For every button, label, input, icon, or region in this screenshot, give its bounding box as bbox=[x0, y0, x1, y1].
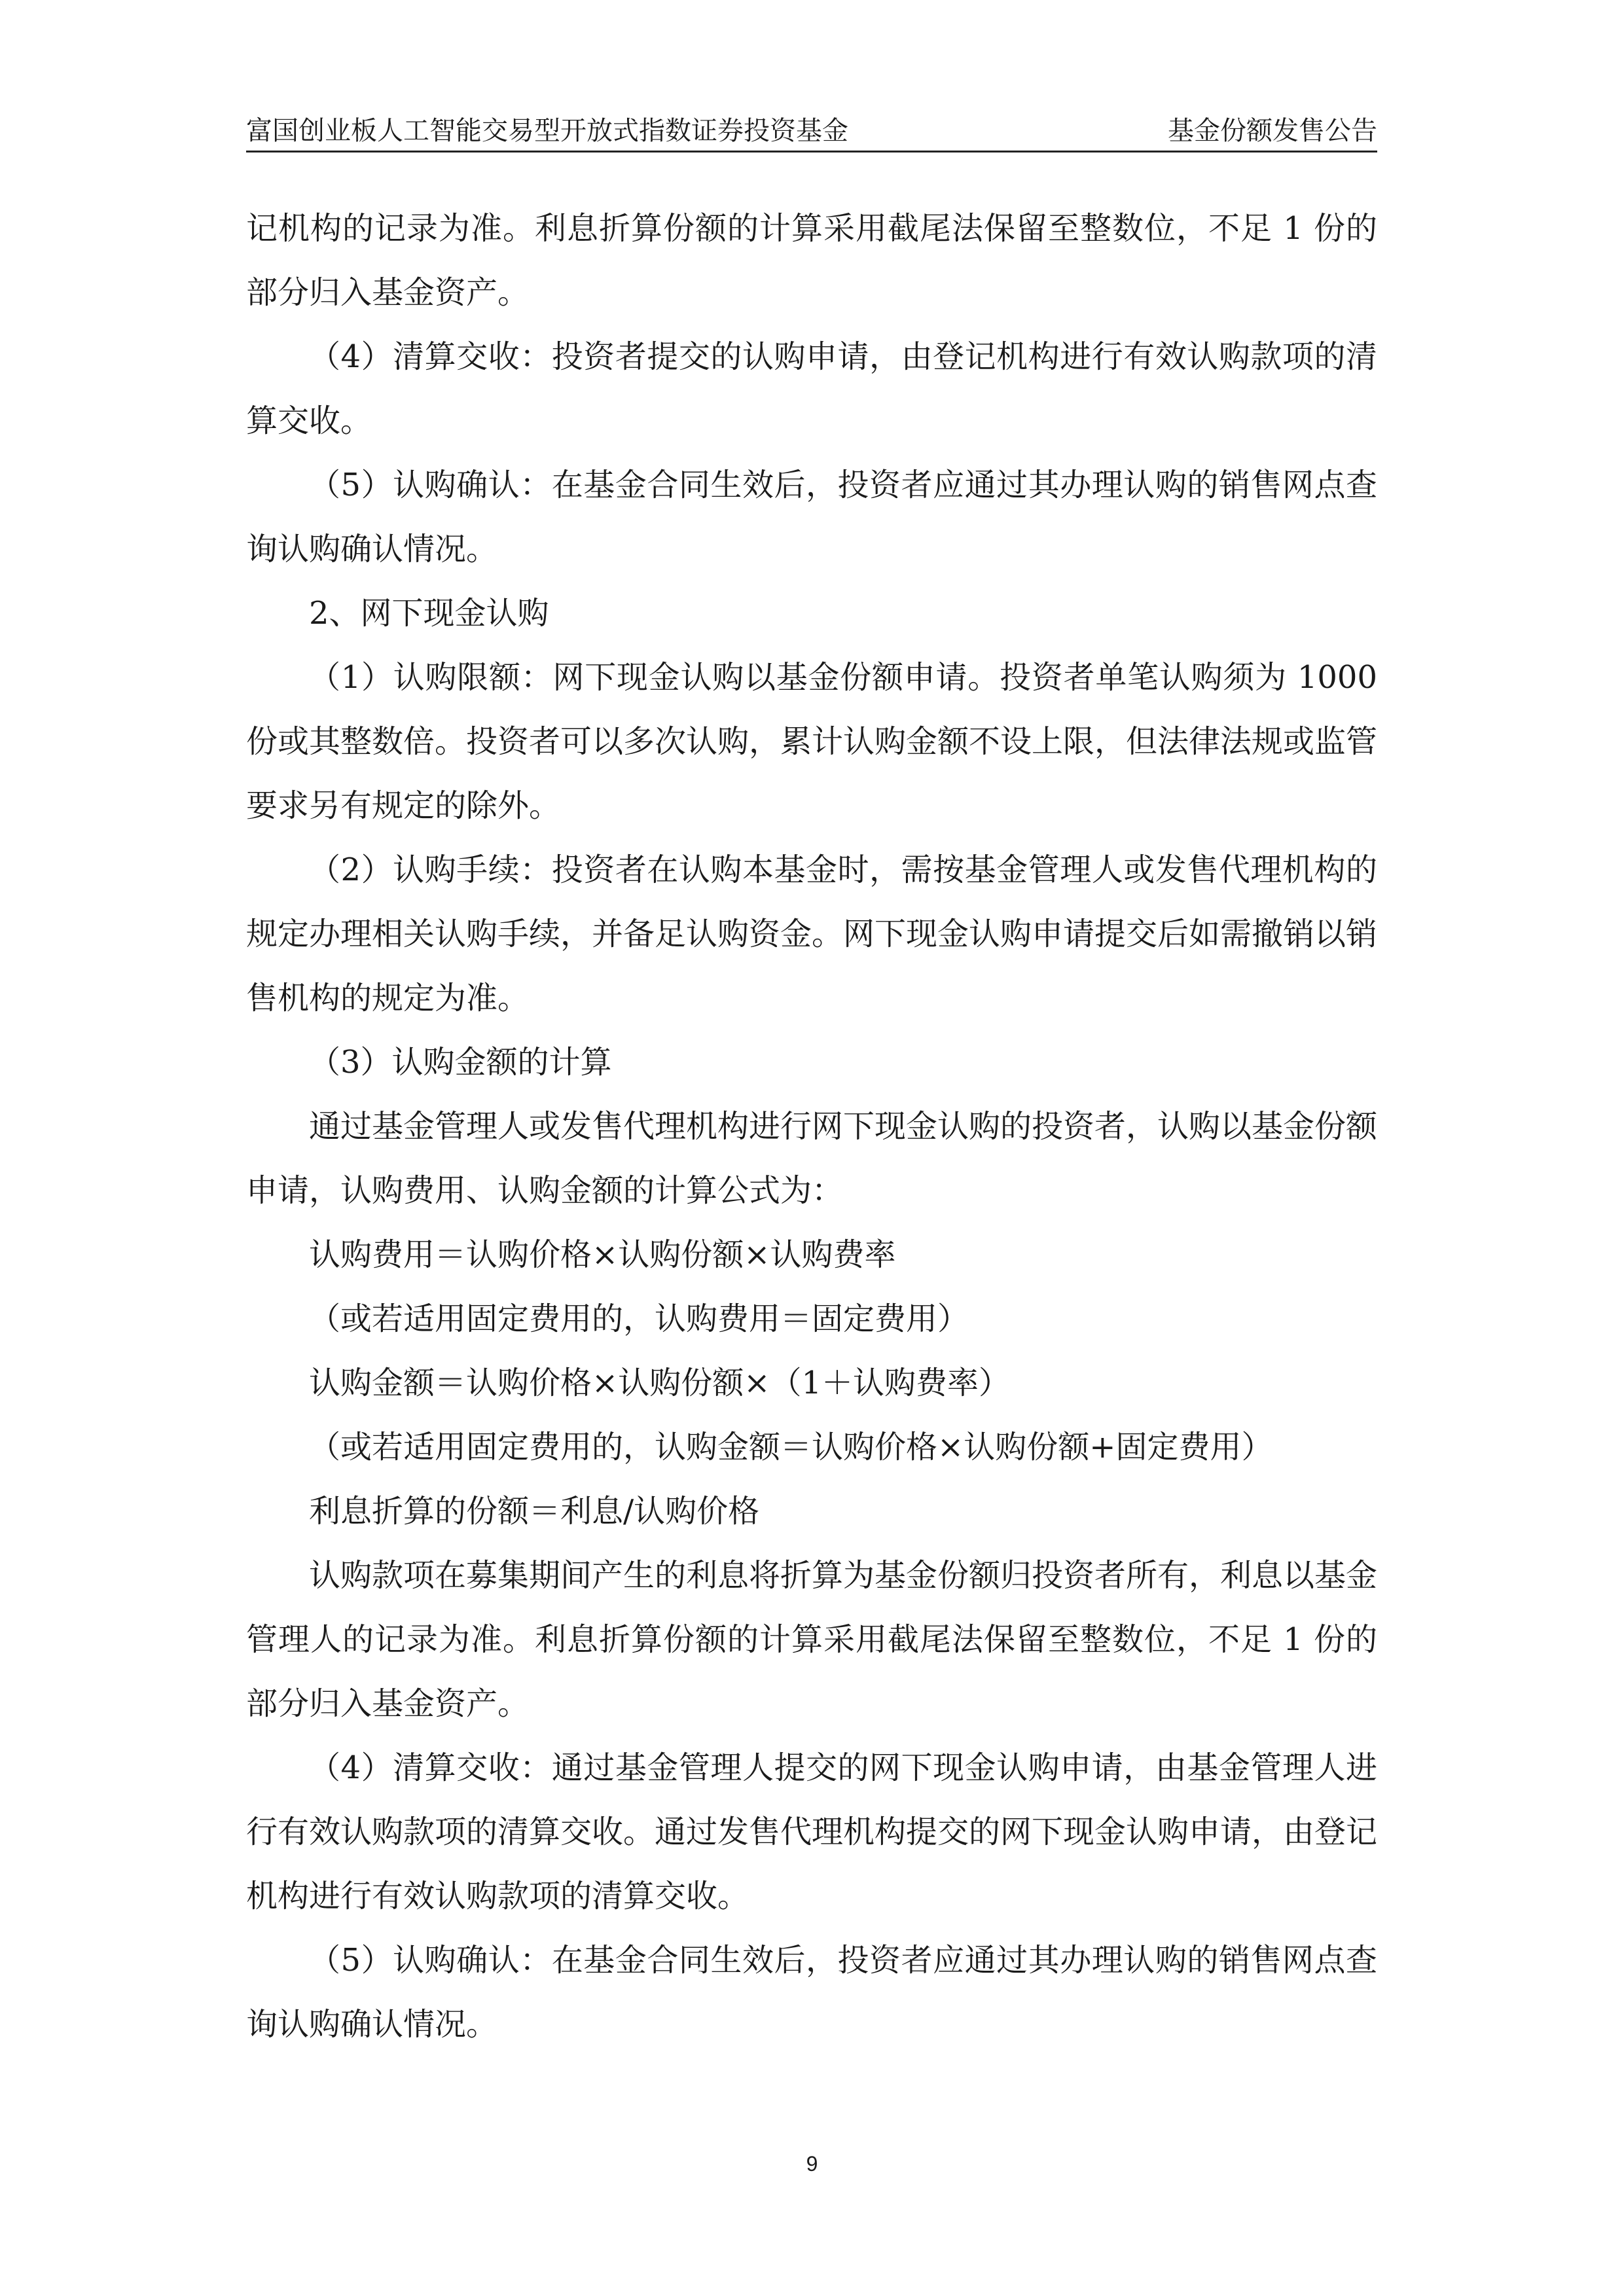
document-body bbox=[246, 196, 1377, 2056]
section-heading-offline-cash: 2、网下现金认购 bbox=[309, 595, 549, 632]
header-document-type: 基金份额发售公告 bbox=[1168, 116, 1377, 146]
paragraph-subscription-confirmation: （5）认购确认：在基金合同生效后，投资者应通过其办理认购的销售网点查询认购确认情况。 bbox=[246, 467, 1377, 567]
formula-fixed-fee-amount-note: （或若适用固定费用的，认购金额＝认购价格×认购份额+固定费用） bbox=[309, 1429, 1273, 1465]
page-number: 9 bbox=[806, 2152, 818, 2176]
paragraph-offline-confirmation: （5）认购确认：在基金合同生效后，投资者应通过其办理认购的销售网点查询认购确认情况。 bbox=[246, 1942, 1377, 2043]
paragraph-calculation-intro: 通过基金管理人或发售代理机构进行网下现金认购的投资者，认购以基金份额申请，认购费用、认购金额的计算公式为： bbox=[246, 1108, 1378, 1209]
header-fund-title: 富国创业板人工智能交易型开放式指数证券投资基金 bbox=[246, 116, 848, 146]
paragraph-subscription-limit: （1）认购限额：网下现金认购以基金份额申请。投资者单笔认购须为 1000 份或其整数倍。投资者可以多次认购，累计认购金额不设上限，但法律法规或监管要求另有规定的除外。 bbox=[246, 659, 1378, 824]
subheading-amount-calculation: （3）认购金额的计算 bbox=[309, 1044, 612, 1081]
formula-subscription-fee: 认购费用＝认购价格×认购份额×认购费率 bbox=[309, 1236, 896, 1273]
paragraph-subscription-procedure: （2）认购手续：投资者在认购本基金时，需按基金管理人或发售代理机构的规定办理相关认购手续，并备足认购资金。网下现金认购申请提交后如需撤销以销售机构的规定为准。 bbox=[246, 852, 1378, 1016]
paragraph-interest-conversion: 认购款项在募集期间产生的利息将折算为基金份额归投资者所有，利息以基金管理人的记录为准。利息折算份额的计算采用截尾法保留至整数位，不足 1 份的部分归入基金资产。 bbox=[246, 1557, 1378, 1722]
page-header bbox=[246, 111, 1377, 152]
paragraph-offline-clearing: （4）清算交收：通过基金管理人提交的网下现金认购申请，由基金管理人进行有效认购款项的清算交收。通过发售代理机构提交的网下现金认购申请，由登记机构进行有效认购款项的清算交收。 bbox=[246, 1749, 1378, 1914]
paragraph-continuation: 记机构的记录为准。利息折算份额的计算采用截尾法保留至整数位，不足 1 份的部分归入基金资产。 bbox=[246, 210, 1377, 311]
formula-subscription-amount: 认购金额＝认购价格×认购份额×（1＋认购费率） bbox=[309, 1365, 1010, 1401]
paragraph-clearing-settlement: （4）清算交收：投资者提交的认购申请，由登记机构进行有效认购款项的清算交收。 bbox=[246, 338, 1377, 439]
formula-fixed-fee-note: （或若适用固定费用的，认购费用＝固定费用） bbox=[309, 1300, 969, 1337]
formula-interest-shares: 利息折算的份额＝利息/认购价格 bbox=[309, 1493, 760, 1530]
